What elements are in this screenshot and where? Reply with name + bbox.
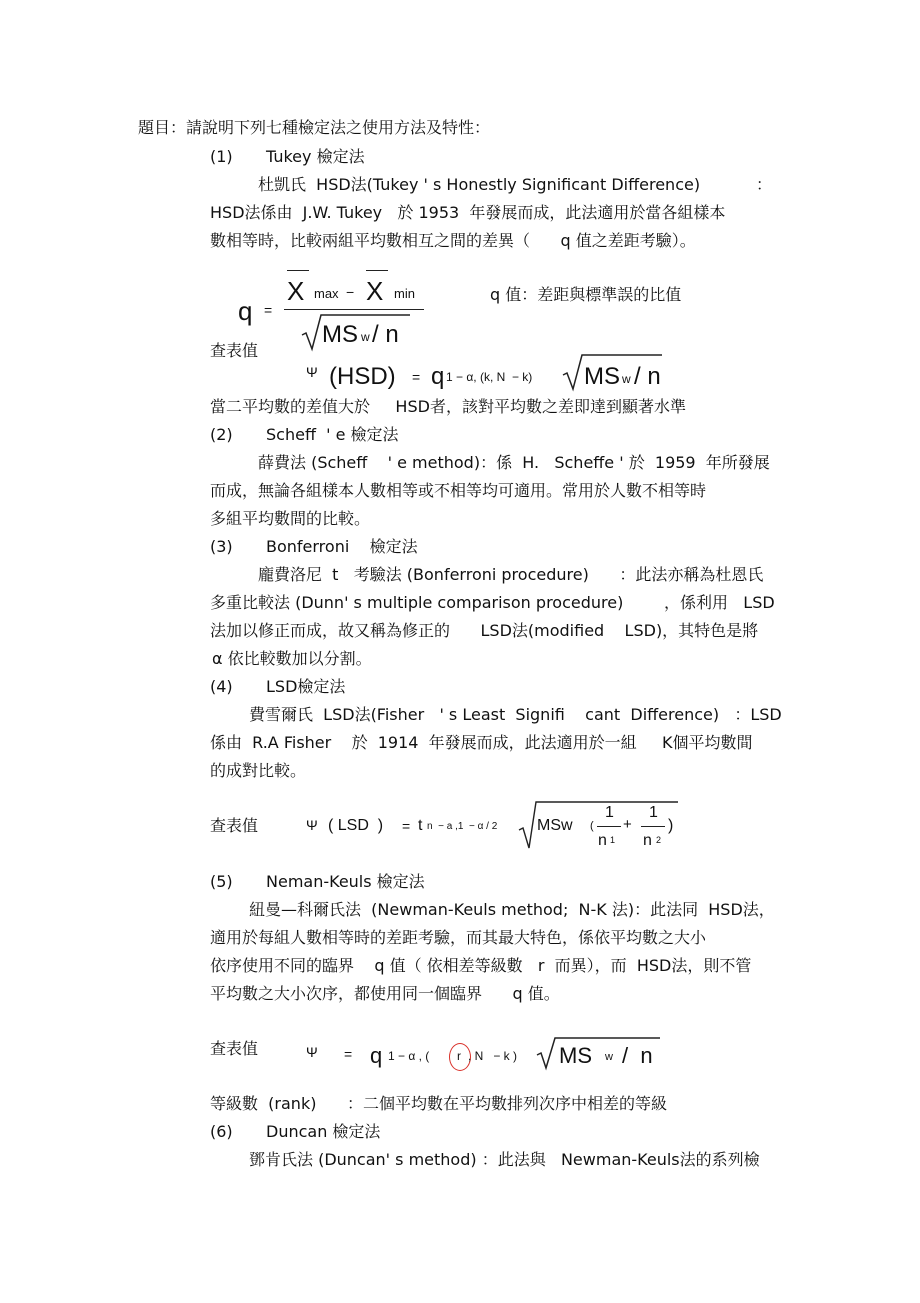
formula-symbol: / n <box>634 363 661 390</box>
formula-paren: ( <box>590 820 594 832</box>
section-number: (5) <box>210 872 233 891</box>
paragraph-line: 多組平均數間的比較。 <box>210 509 371 528</box>
formula-subscript: w <box>605 1051 613 1063</box>
formula-subscript: r <box>457 1049 461 1063</box>
formula-operator: = <box>412 369 421 385</box>
fraction-bar <box>284 309 424 310</box>
formula-subscript: 1 − α , ( <box>388 1049 430 1063</box>
formula-numerator: 1 <box>605 804 614 821</box>
formula-subscript: , N − k ) <box>468 1049 518 1063</box>
psi-symbol: Ψ <box>306 1044 318 1060</box>
formula-operator: − <box>346 284 355 300</box>
formula-paren: ) <box>668 817 674 834</box>
formula-subscript: w <box>622 372 631 386</box>
formula-symbol: t <box>418 817 423 834</box>
paragraph-line: 平均數之大小次序，都使用同一個臨界 q 值。 <box>210 984 560 1003</box>
paragraph-line: 杜凱氏 HSD法(Tukey ' s Honestly Significant Difference) ： <box>258 175 773 194</box>
paragraph-line: 等級數 (rank) ：二個平均數在平均數排列次序中相差的等級 <box>210 1094 667 1113</box>
section-number: (3) <box>210 537 233 556</box>
paragraph-line: 法加以修正而成，故又稱為修正的 LSD法(modified LSD)，其特色是將 <box>210 621 759 640</box>
formula-symbol: X <box>366 276 384 306</box>
section-number: (4) <box>210 677 233 696</box>
formula-symbol: / n <box>622 1043 653 1068</box>
paragraph-line: 的成對比較。 <box>210 761 307 780</box>
paragraph-line: 費雪爾氏 LSD法(Fisher ' s Least Signifi cant Difference) ：LSD <box>249 705 782 724</box>
formula-operator: = <box>344 1046 353 1062</box>
formula-operator: = <box>402 818 411 834</box>
section-number: (1) <box>210 147 233 166</box>
formula-subscript: 1 − α, (k, N − k) <box>446 370 533 384</box>
lookup-label: 查表值 <box>210 341 259 360</box>
paragraph-line: 紐曼—科爾氏法 (Newman-Keuls method; N-K 法)：此法同 HSD法， <box>249 900 775 919</box>
fraction-bar <box>641 826 665 827</box>
formula-subscript: max <box>314 286 339 301</box>
paragraph-line: 依序使用不同的臨界 q 值（ 依相差等級數 r 而異），而 HSD法，則不管 <box>210 956 752 975</box>
paragraph-line: α 依比較數加以分割。 <box>212 649 372 668</box>
section-heading: Neman-Keuls 檢定法 <box>266 872 425 891</box>
formula-subscript: w <box>361 330 370 344</box>
section-heading: Duncan 檢定法 <box>266 1122 381 1141</box>
q-description: q 值：差距與標準誤的比值 <box>490 285 682 304</box>
formula-denominator: n <box>643 832 652 849</box>
paragraph-line: 鄧肯氏法 (Duncan' s method) ：此法與 Newman-Keuls法的系列檢 <box>249 1150 760 1169</box>
formula-numerator: 1 <box>649 804 658 821</box>
formula-symbol: (HSD) <box>329 363 396 390</box>
paragraph-line: 而成，無論各組樣本人數相等或不相等均可適用。常用於人數不相等時 <box>210 481 707 500</box>
paragraph-line: HSD法係由 J.W. Tukey 於 1953 年發展而成，此法適用於當各組樣本 <box>210 203 726 222</box>
formula-symbol: MS <box>322 321 358 348</box>
formula-subscript: n − a ,1 − α / 2 <box>427 821 498 832</box>
paragraph-line: 多重比較法 (Dunn' s multiple comparison procedure) ，係利用 LSD <box>210 593 775 612</box>
formula-symbol: q <box>238 296 253 326</box>
paragraph-line: 薛費法 (Scheff ' e method)：係 H. Scheffe ' 於 1959 年所發展 <box>258 453 770 472</box>
formula-symbol: / n <box>372 321 399 348</box>
formula-operator: = <box>264 302 273 318</box>
mean-bar <box>287 270 309 271</box>
formula-symbol: MS <box>559 1043 592 1068</box>
fraction-bar <box>597 826 621 827</box>
paragraph-line: 龐費洛尼 t 考驗法 (Bonferroni procedure) ：此法亦稱為杜恩氏 <box>258 565 764 584</box>
paragraph-line: 係由 R.A Fisher 於 1914 年發展而成，此法適用於一組 K個平均數間 <box>210 733 753 752</box>
section-heading: Tukey 檢定法 <box>266 147 365 166</box>
formula-symbol: q <box>370 1043 383 1068</box>
lookup-label: 查表值 <box>210 816 259 835</box>
formula-subscript: 2 <box>656 835 662 845</box>
section-heading: Scheff ' e 檢定法 <box>266 425 399 444</box>
formula-symbol: MSw <box>537 817 573 834</box>
formula-subscript: 1 <box>610 835 616 845</box>
formula-subscript: min <box>394 286 415 301</box>
mean-bar <box>366 270 388 271</box>
section-heading: LSD檢定法 <box>266 677 346 696</box>
formula-symbol: X <box>287 276 305 306</box>
paragraph-line: 適用於每組人數相等時的差距考驗，而其最大特色，係依平均數之大小 <box>210 928 707 947</box>
formula-symbol: MS <box>584 363 620 390</box>
formula-symbol: q <box>431 363 445 390</box>
section-number: (6) <box>210 1122 233 1141</box>
formula-symbol: ( LSD ) <box>328 817 384 834</box>
paragraph-line: 當二平均數的差值大於 HSD者，該對平均數之差即達到顯著水準 <box>210 397 686 416</box>
psi-symbol: Ψ <box>306 364 318 380</box>
lookup-label: 查表值 <box>210 1039 259 1058</box>
section-number: (2) <box>210 425 233 444</box>
section-heading: Bonferroni 檢定法 <box>266 537 418 556</box>
formula-denominator: n <box>598 832 607 849</box>
formula-operator: + <box>623 816 632 833</box>
question-title: 題目：請說明下列七種檢定法之使用方法及特性： <box>138 118 491 137</box>
psi-symbol: Ψ <box>306 817 318 833</box>
paragraph-line: 數相等時，比較兩組平均數相互之間的差異（ q 值之差距考驗）。 <box>210 231 696 250</box>
